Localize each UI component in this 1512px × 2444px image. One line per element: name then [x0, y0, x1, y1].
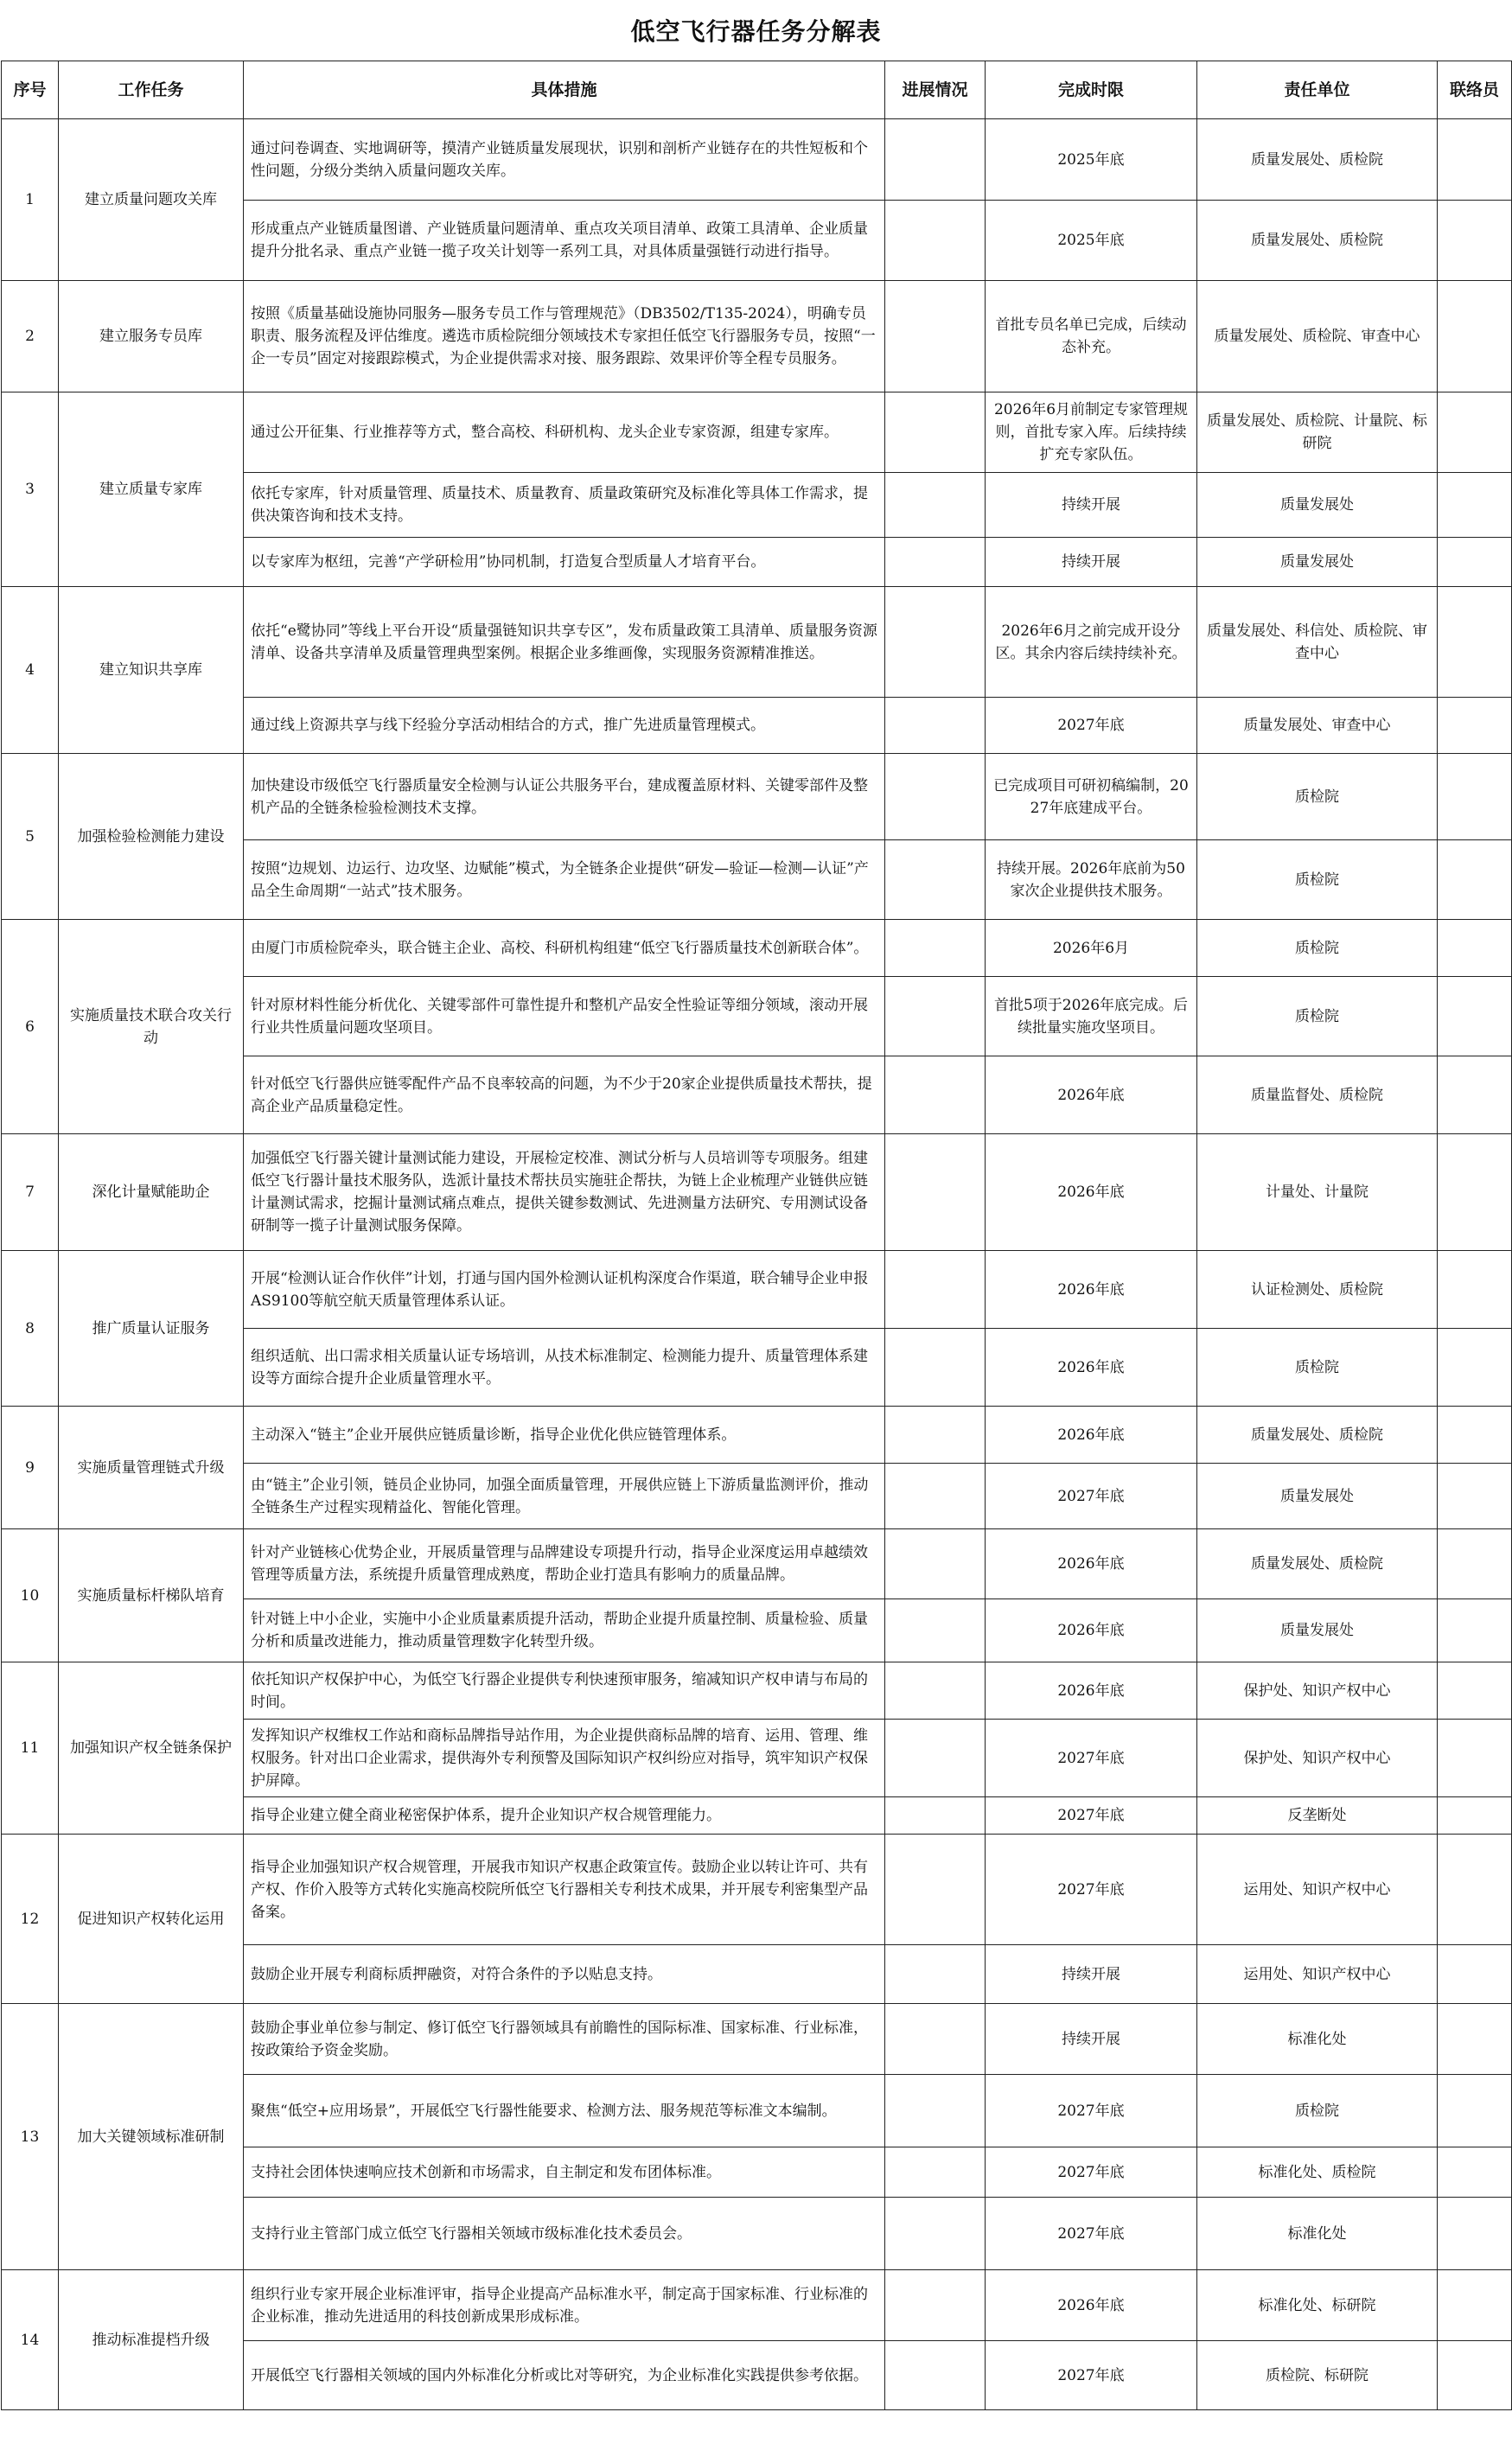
task-name: 实施质量标杆梯队培育 — [59, 1529, 244, 1662]
progress-cell — [885, 1464, 986, 1529]
responsible-unit-cell: 质量发展处 — [1197, 1599, 1438, 1662]
deadline-cell: 2027年底 — [986, 1835, 1197, 1945]
deadline-cell: 持续开展 — [986, 473, 1197, 538]
responsible-unit-cell: 反垄断处 — [1197, 1797, 1438, 1835]
measure-cell: 开展低空飞行器相关领域的国内外标准化分析或比对等研究，为企业标准化实践提供参考依据。 — [244, 2341, 885, 2410]
measure-cell: 加快建设市级低空飞行器质量安全检测与认证公共服务平台，建成覆盖原材料、关键零部件及整机产品的全链条检验检测技术支撑。 — [244, 754, 885, 840]
progress-cell — [885, 1251, 986, 1329]
responsible-unit-cell: 质量发展处 — [1197, 538, 1438, 587]
table-row — [2, 2004, 1512, 2075]
responsible-unit-cell: 质量发展处 — [1197, 1464, 1438, 1529]
progress-cell — [885, 473, 986, 538]
measure-cell: 形成重点产业链质量图谱、产业链质量问题清单、重点攻关项目清单、政策工具清单、企业质量提升分批名录、重点产业链一揽子攻关计划等一系列工具，对具体质量强链行动进行指导。 — [244, 201, 885, 281]
contact-cell — [1438, 754, 1512, 840]
task-number: 8 — [2, 1251, 59, 1407]
contact-cell — [1438, 1134, 1512, 1251]
deadline-cell: 2025年底 — [986, 119, 1197, 201]
header-deadline: 完成时限 — [986, 61, 1197, 119]
responsible-unit-cell: 质检院 — [1197, 920, 1438, 977]
responsible-unit-cell: 质量发展处 — [1197, 473, 1438, 538]
table-row — [2, 119, 1512, 201]
responsible-unit-cell: 质检院、标研院 — [1197, 2341, 1438, 2410]
task-name: 建立质量问题攻关库 — [59, 119, 244, 281]
deadline-cell: 2026年底 — [986, 1134, 1197, 1251]
measure-cell: 鼓励企业开展专利商标质押融资，对符合条件的予以贴息支持。 — [244, 1945, 885, 2004]
deadline-cell: 2026年底 — [986, 2270, 1197, 2341]
table-row — [2, 2270, 1512, 2341]
deadline-cell: 2027年底 — [986, 2147, 1197, 2198]
contact-cell — [1438, 840, 1512, 920]
measure-cell: 鼓励企事业单位参与制定、修订低空飞行器领域具有前瞻性的国际标准、国家标准、行业标准，按政策给予资金奖励。 — [244, 2004, 885, 2075]
measure-cell: 通过线上资源共享与线下经验分享活动相结合的方式，推广先进质量管理模式。 — [244, 698, 885, 754]
contact-cell — [1438, 1599, 1512, 1662]
progress-cell — [885, 2004, 986, 2075]
header-progress: 进展情况 — [885, 61, 986, 119]
responsible-unit-cell: 质检院 — [1197, 2075, 1438, 2147]
task-number: 3 — [2, 392, 59, 587]
deadline-cell: 持续开展 — [986, 1945, 1197, 2004]
contact-cell — [1438, 1835, 1512, 1945]
progress-cell — [885, 538, 986, 587]
responsible-unit-cell: 质检院 — [1197, 840, 1438, 920]
task-name: 加强检验检测能力建设 — [59, 754, 244, 920]
measure-cell: 依托知识产权保护中心，为低空飞行器企业提供专利快速预审服务，缩减知识产权申请与布局的时间。 — [244, 1662, 885, 1720]
contact-cell — [1438, 201, 1512, 281]
contact-cell — [1438, 2341, 1512, 2410]
responsible-unit-cell: 标准化处、标研院 — [1197, 2270, 1438, 2341]
progress-cell — [885, 1720, 986, 1797]
responsible-unit-cell: 质量发展处、科信处、质检院、审查中心 — [1197, 587, 1438, 698]
task-number: 7 — [2, 1134, 59, 1251]
contact-cell — [1438, 119, 1512, 201]
table-row — [2, 1529, 1512, 1599]
contact-cell — [1438, 2198, 1512, 2270]
progress-cell — [885, 1599, 986, 1662]
measure-cell: 主动深入“链主”企业开展供应链质量诊断，指导企业优化供应链管理体系。 — [244, 1407, 885, 1464]
table-row — [2, 392, 1512, 473]
header-contact: 联络员 — [1438, 61, 1512, 119]
progress-cell — [885, 2075, 986, 2147]
deadline-cell: 已完成项目可研初稿编制，2027年底建成平台。 — [986, 754, 1197, 840]
measure-cell: 组织行业专家开展企业标准评审，指导企业提高产品标准水平，制定高于国家标准、行业标准的企业标准，推动先进适用的科技创新成果形成标准。 — [244, 2270, 885, 2341]
header-no: 序号 — [2, 61, 59, 119]
task-name: 推动标准提档升级 — [59, 2270, 244, 2410]
header-measure: 具体措施 — [244, 61, 885, 119]
progress-cell — [885, 201, 986, 281]
task-name: 加强知识产权全链条保护 — [59, 1662, 244, 1835]
contact-cell — [1438, 2147, 1512, 2198]
deadline-cell: 持续开展。2026年底前为50家次企业提供技术服务。 — [986, 840, 1197, 920]
responsible-unit-cell: 质量监督处、质检院 — [1197, 1056, 1438, 1134]
progress-cell — [885, 1134, 986, 1251]
deadline-cell: 2026年6月之前完成开设分区。其余内容后续持续补充。 — [986, 587, 1197, 698]
progress-cell — [885, 2198, 986, 2270]
progress-cell — [885, 840, 986, 920]
measure-cell: 支持社会团体快速响应技术创新和市场需求，自主制定和发布团体标准。 — [244, 2147, 885, 2198]
measure-cell: 按照《质量基础设施协同服务—服务专员工作与管理规范》（DB3502/T135-2024），明确专员职责、服务流程及评估维度。遴选市质检院细分领域技术专家担任低空飞行器服务专员，按照“一企一专员”固定对接跟踪模式，为企业提供需求对接、服务跟踪、效果评价等全程专员服务。 — [244, 281, 885, 392]
task-name: 推广质量认证服务 — [59, 1251, 244, 1407]
task-name: 加大关键领域标准研制 — [59, 2004, 244, 2270]
contact-cell — [1438, 1945, 1512, 2004]
deadline-cell: 2026年6月前制定专家管理规则，首批专家入库。后续持续扩充专家队伍。 — [986, 392, 1197, 473]
measure-cell: 开展“检测认证合作伙伴”计划，打通与国内国外检测认证机构深度合作渠道，联合辅导企业申报AS9100等航空航天质量管理体系认证。 — [244, 1251, 885, 1329]
measure-cell: 依托专家库，针对质量管理、质量技术、质量教育、质量政策研究及标准化等具体工作需求，提供决策咨询和技术支持。 — [244, 473, 885, 538]
task-number: 6 — [2, 920, 59, 1134]
table-row — [2, 920, 1512, 977]
task-table — [1, 61, 1512, 2410]
progress-cell — [885, 754, 986, 840]
responsible-unit-cell: 认证检测处、质检院 — [1197, 1251, 1438, 1329]
task-number: 13 — [2, 2004, 59, 2270]
measure-cell: 加强低空飞行器关键计量测试能力建设，开展检定校准、测试分析与人员培训等专项服务。组建低空飞行器计量技术服务队，选派计量技术帮扶员实施驻企帮扶，为链上企业梳理产业链供应链计量测试需求，挖掘计量测试痛点难点，提供关键参数测试、先进测量方法研究、专用测试设备研制等一揽子计量测试服务保障。 — [244, 1134, 885, 1251]
contact-cell — [1438, 538, 1512, 587]
responsible-unit-cell: 质量发展处、质检院 — [1197, 201, 1438, 281]
responsible-unit-cell: 保护处、知识产权中心 — [1197, 1662, 1438, 1720]
progress-cell — [885, 1529, 986, 1599]
header-task: 工作任务 — [59, 61, 244, 119]
progress-cell — [885, 1662, 986, 1720]
responsible-unit-cell: 运用处、知识产权中心 — [1197, 1945, 1438, 2004]
responsible-unit-cell: 质检院 — [1197, 977, 1438, 1056]
deadline-cell: 2027年底 — [986, 1720, 1197, 1797]
responsible-unit-cell: 质量发展处、质检院 — [1197, 119, 1438, 201]
table-body — [2, 119, 1512, 2410]
deadline-cell: 2026年底 — [986, 1599, 1197, 1662]
task-number: 2 — [2, 281, 59, 392]
measure-cell: 由厦门市质检院牵头，联合链主企业、高校、科研机构组建“低空飞行器质量技术创新联合体”。 — [244, 920, 885, 977]
responsible-unit-cell: 质检院 — [1197, 1329, 1438, 1407]
measure-cell: 指导企业加强知识产权合规管理，开展我市知识产权惠企政策宣传。鼓励企业以转让许可、共有产权、作价入股等方式转化实施高校院所低空飞行器相关专利技术成果，并开展专利密集型产品备案。 — [244, 1835, 885, 1945]
responsible-unit-cell: 标准化处、质检院 — [1197, 2147, 1438, 2198]
responsible-unit-cell: 保护处、知识产权中心 — [1197, 1720, 1438, 1797]
measure-cell: 通过问卷调查、实地调研等，摸清产业链质量发展现状，识别和剖析产业链存在的共性短板和个性问题，分级分类纳入质量问题攻关库。 — [244, 119, 885, 201]
task-name: 建立质量专家库 — [59, 392, 244, 587]
deadline-cell: 2026年底 — [986, 1529, 1197, 1599]
task-number: 10 — [2, 1529, 59, 1662]
contact-cell — [1438, 1797, 1512, 1835]
contact-cell — [1438, 1464, 1512, 1529]
measure-cell: 通过公开征集、行业推荐等方式，整合高校、科研机构、龙头企业专家资源，组建专家库。 — [244, 392, 885, 473]
page-title: 低空飞行器任务分解表 — [630, 17, 882, 46]
table-row — [2, 1835, 1512, 1945]
contact-cell — [1438, 698, 1512, 754]
progress-cell — [885, 1329, 986, 1407]
deadline-cell: 2026年底 — [986, 1056, 1197, 1134]
progress-cell — [885, 281, 986, 392]
task-name: 建立服务专员库 — [59, 281, 244, 392]
deadline-cell: 2027年底 — [986, 1797, 1197, 1835]
task-name: 促进知识产权转化运用 — [59, 1835, 244, 2004]
measure-cell: 依托“e鹭协同”等线上平台开设“质量强链知识共享专区”，发布质量政策工具清单、质量服务资源清单、设备共享清单及质量管理典型案例。根据企业多维画像，实现服务资源精准推送。 — [244, 587, 885, 698]
contact-cell — [1438, 2004, 1512, 2075]
contact-cell — [1438, 977, 1512, 1056]
progress-cell — [885, 1056, 986, 1134]
deadline-cell: 持续开展 — [986, 538, 1197, 587]
deadline-cell: 2027年底 — [986, 2341, 1197, 2410]
table-row — [2, 1407, 1512, 1464]
task-number: 4 — [2, 587, 59, 754]
task-number: 11 — [2, 1662, 59, 1835]
progress-cell — [885, 920, 986, 977]
contact-cell — [1438, 2270, 1512, 2341]
responsible-unit-cell: 质量发展处、质检院 — [1197, 1407, 1438, 1464]
responsible-unit-cell: 质量发展处、质检院、审查中心 — [1197, 281, 1438, 392]
responsible-unit-cell: 质量发展处、审查中心 — [1197, 698, 1438, 754]
responsible-unit-cell: 质量发展处、质检院、计量院、标研院 — [1197, 392, 1438, 473]
task-name: 建立知识共享库 — [59, 587, 244, 754]
measure-cell: 针对原材料性能分析优化、关键零部件可靠性提升和整机产品安全性验证等细分领域，滚动开展行业共性质量问题攻坚项目。 — [244, 977, 885, 1056]
progress-cell — [885, 1797, 986, 1835]
measure-cell: 由“链主”企业引领，链员企业协同，加强全面质量管理，开展供应链上下游质量监测评价，推动全链条生产过程实现精益化、智能化管理。 — [244, 1464, 885, 1529]
contact-cell — [1438, 587, 1512, 698]
contact-cell — [1438, 1251, 1512, 1329]
contact-cell — [1438, 1662, 1512, 1720]
task-name: 实施质量管理链式升级 — [59, 1407, 244, 1529]
measure-cell: 以专家库为枢纽，完善“产学研检用”协同机制，打造复合型质量人才培育平台。 — [244, 538, 885, 587]
header-unit: 责任单位 — [1197, 61, 1438, 119]
task-number: 1 — [2, 119, 59, 281]
table-row — [2, 1662, 1512, 1720]
progress-cell — [885, 119, 986, 201]
deadline-cell: 2027年底 — [986, 2075, 1197, 2147]
measure-cell: 针对低空飞行器供应链零配件产品不良率较高的问题，为不少于20家企业提供质量技术帮扶，提高企业产品质量稳定性。 — [244, 1056, 885, 1134]
table-row — [2, 1251, 1512, 1329]
task-number: 14 — [2, 2270, 59, 2410]
progress-cell — [885, 392, 986, 473]
deadline-cell: 2026年底 — [986, 1251, 1197, 1329]
contact-cell — [1438, 1329, 1512, 1407]
table-header — [2, 61, 1512, 119]
responsible-unit-cell: 质量发展处、质检院 — [1197, 1529, 1438, 1599]
task-number: 5 — [2, 754, 59, 920]
responsible-unit-cell: 标准化处 — [1197, 2198, 1438, 2270]
table-row — [2, 754, 1512, 840]
progress-cell — [885, 1835, 986, 1945]
progress-cell — [885, 1945, 986, 2004]
measure-cell: 发挥知识产权维权工作站和商标品牌指导站作用，为企业提供商标品牌的培育、运用、管理、维权服务。针对出口企业需求，提供海外专利预警及国际知识产权纠纷应对指导，筑牢知识产权保护屏障。 — [244, 1720, 885, 1797]
progress-cell — [885, 587, 986, 698]
contact-cell — [1438, 1529, 1512, 1599]
contact-cell — [1438, 1407, 1512, 1464]
deadline-cell: 2026年底 — [986, 1329, 1197, 1407]
responsible-unit-cell: 运用处、知识产权中心 — [1197, 1835, 1438, 1945]
measure-cell: 支持行业主管部门成立低空飞行器相关领域市级标准化技术委员会。 — [244, 2198, 885, 2270]
deadline-cell: 持续开展 — [986, 2004, 1197, 2075]
deadline-cell: 2027年底 — [986, 2198, 1197, 2270]
contact-cell — [1438, 281, 1512, 392]
progress-cell — [885, 1407, 986, 1464]
progress-cell — [885, 2270, 986, 2341]
measure-cell: 针对链上中小企业，实施中小企业质量素质提升活动，帮助企业提升质量控制、质量检验、质量分析和质量改进能力，推动质量管理数字化转型升级。 — [244, 1599, 885, 1662]
measure-cell: 聚焦“低空+应用场景”，开展低空飞行器性能要求、检测方法、服务规范等标准文本编制。 — [244, 2075, 885, 2147]
measure-cell: 针对产业链核心优势企业，开展质量管理与品牌建设专项提升行动，指导企业深度运用卓越绩效管理等质量方法，系统提升质量管理成熟度，帮助企业打造具有影响力的质量品牌。 — [244, 1529, 885, 1599]
deadline-cell: 2027年底 — [986, 698, 1197, 754]
task-name: 深化计量赋能助企 — [59, 1134, 244, 1251]
contact-cell — [1438, 1720, 1512, 1797]
table-row — [2, 587, 1512, 698]
progress-cell — [885, 2341, 986, 2410]
table-row — [2, 1134, 1512, 1251]
contact-cell — [1438, 2075, 1512, 2147]
measure-cell: 按照“边规划、边运行、边攻坚、边赋能”模式，为全链条企业提供“研发—验证—检测—认证”产品全生命周期“一站式”技术服务。 — [244, 840, 885, 920]
deadline-cell: 2027年底 — [986, 1464, 1197, 1529]
contact-cell — [1438, 1056, 1512, 1134]
measure-cell: 组织适航、出口需求相关质量认证专场培训，从技术标准制定、检测能力提升、质量管理体系建设等方面综合提升企业质量管理水平。 — [244, 1329, 885, 1407]
responsible-unit-cell: 标准化处 — [1197, 2004, 1438, 2075]
measure-cell: 指导企业建立健全商业秘密保护体系，提升企业知识产权合规管理能力。 — [244, 1797, 885, 1835]
contact-cell — [1438, 920, 1512, 977]
table-row — [2, 281, 1512, 392]
deadline-cell: 首批5项于2026年底完成。后续批量实施攻坚项目。 — [986, 977, 1197, 1056]
task-number: 12 — [2, 1835, 59, 2004]
deadline-cell: 2026年底 — [986, 1662, 1197, 1720]
deadline-cell: 2026年6月 — [986, 920, 1197, 977]
progress-cell — [885, 2147, 986, 2198]
contact-cell — [1438, 473, 1512, 538]
contact-cell — [1438, 392, 1512, 473]
responsible-unit-cell: 质检院 — [1197, 754, 1438, 840]
deadline-cell: 2026年底 — [986, 1407, 1197, 1464]
task-number: 9 — [2, 1407, 59, 1529]
progress-cell — [885, 698, 986, 754]
deadline-cell: 2025年底 — [986, 201, 1197, 281]
deadline-cell: 首批专员名单已完成，后续动态补充。 — [986, 281, 1197, 392]
task-name: 实施质量技术联合攻关行动 — [59, 920, 244, 1134]
progress-cell — [885, 977, 986, 1056]
responsible-unit-cell: 计量处、计量院 — [1197, 1134, 1438, 1251]
